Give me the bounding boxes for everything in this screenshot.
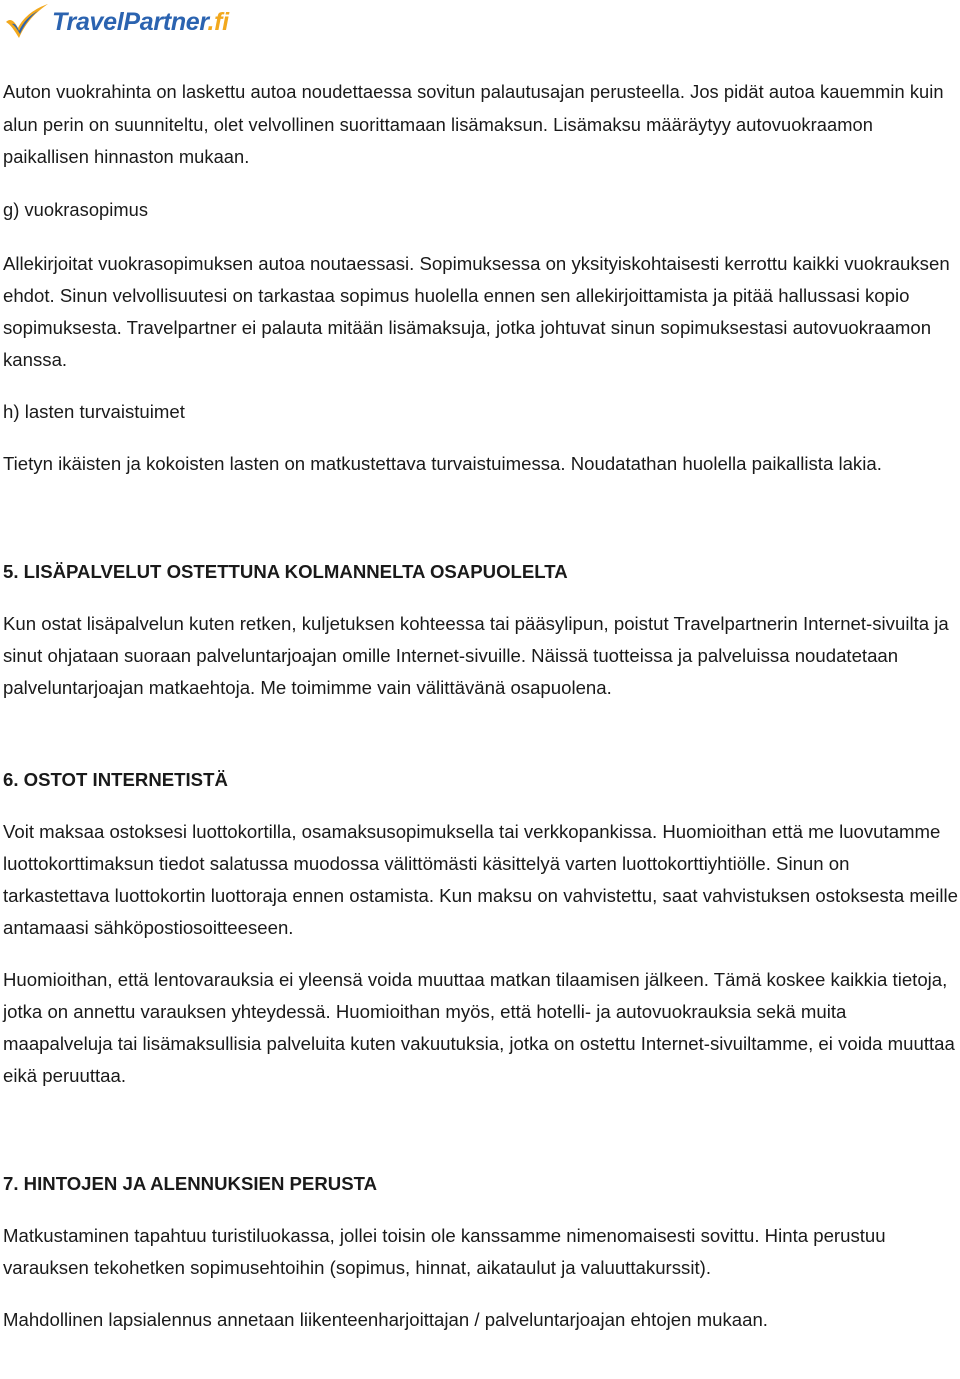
document-body — [3, 76, 958, 1336]
paragraph-booking-changes: Huomioithan, että lentovarauksia ei yleensä voida muuttaa matkan tilaamisen jälkeen. Tämä koskee kaikkia tietoja, jotka on annettu varauksen yhteydessä. Huomioithan myös, että hotelli- ja autovuokrauksia sekä muita maapalveluja tai lisämaksullisia palveluita kuten vakuutuksia, jotka on ostettu Internet-sivuiltamme, ei voida muuttaa eikä peruuttaa. — [3, 969, 955, 1086]
paragraph-third-party-services: Kun ostat lisäpalvelun kuten retken, kuljetuksen kohteessa tai pääsylipun, poistut Travelpartnerin Internet-sivuilta ja sinut ohjataan suoraan palveluntarjoajan omille Internet-sivuille. Näissä tuotteissa ja palveluissa noudatetaan palveluntarjoajan matkaehtoja. Me toimimme vain välittävänä osapuolena. — [3, 613, 949, 698]
section-heading-6: 6. OSTOT INTERNETISTÄ — [3, 769, 228, 790]
section-heading-5: 5. LISÄPALVELUT OSTETTUNA KOLMANNELTA OSAPUOLELTA — [3, 561, 568, 582]
paragraph-child-discount: Mahdollinen lapsialennus annetaan liikenteenharjoittajan / palveluntarjoajan ehtojen mukaan. — [3, 1309, 768, 1330]
logo-tld-text: .fi — [207, 7, 229, 36]
paragraph-rental-contract: Allekirjoitat vuokrasopimuksen autoa noutaessasi. Sopimuksessa on yksityiskohtaisesti kerrottu kaikki vuokrauksen ehdot. Sinun velvollisuutesi on tarkastaa sopimus huolella ennen sen allekirjoittamista ja pitää hallussasi kopio sopimuksesta. Travelpartner ei palauta mitään lisämaksuja, jotka johtuvat sinun sopimuksestasi autovuokraamon kanssa. — [3, 253, 950, 370]
logo-wordmark — [52, 8, 229, 37]
travelpartner-logo[interactable] — [2, 2, 229, 42]
paragraph-pricing-basis: Matkustaminen tapahtuu turistiluokassa, jollei toisin ole kanssamme nimenomaisesti sovittu. Hinta perustuu varauksen tekohetken sopimusehtoihin (sopimus, hinnat, aikataulut ja valuuttakurssit). — [3, 1225, 886, 1278]
swoosh-check-icon — [2, 2, 50, 42]
paragraph-online-payment: Voit maksaa ostoksesi luottokortilla, osamaksusopimuksella tai verkkopankissa. Huomioithan että me luovutamme luottokorttimaksun tiedot salatussa muodossa välittömästi käsittelyä varten luottokorttiyhtiölle. Sinun on tarkastettava luottokortin luottoraja ennen ostamista. Kun maksu on vahvistettu, saat vahvistuksen ostoksesta meille antamaasi sähköpostiosoitteeseen. — [3, 821, 958, 938]
paragraph-child-seats: Tietyn ikäisten ja kokoisten lasten on matkustettava turvaistuimessa. Noudatathan huolella paikallista lakia. — [3, 453, 882, 474]
subheading-child-seats: h) lasten turvaistuimet — [3, 401, 185, 422]
logo-main-text: TravelPartner — [52, 7, 208, 36]
section-heading-7: 7. HINTOJEN JA ALENNUKSIEN PERUSTA — [3, 1173, 377, 1194]
paragraph-rental-price: Auton vuokrahinta on laskettu autoa noudettaessa sovitun palautusajan perusteella. Jos pidät autoa kauemmin kuin alun perin on suunniteltu, olet velvollinen suorittamaan lisämaksun. Lisämaksu määräytyy autovuokraamon paikallisen hinnaston mukaan. — [3, 81, 944, 167]
section-car-rental — [3, 76, 958, 226]
subheading-rental-contract: g) vuokrasopimus — [3, 198, 149, 220]
